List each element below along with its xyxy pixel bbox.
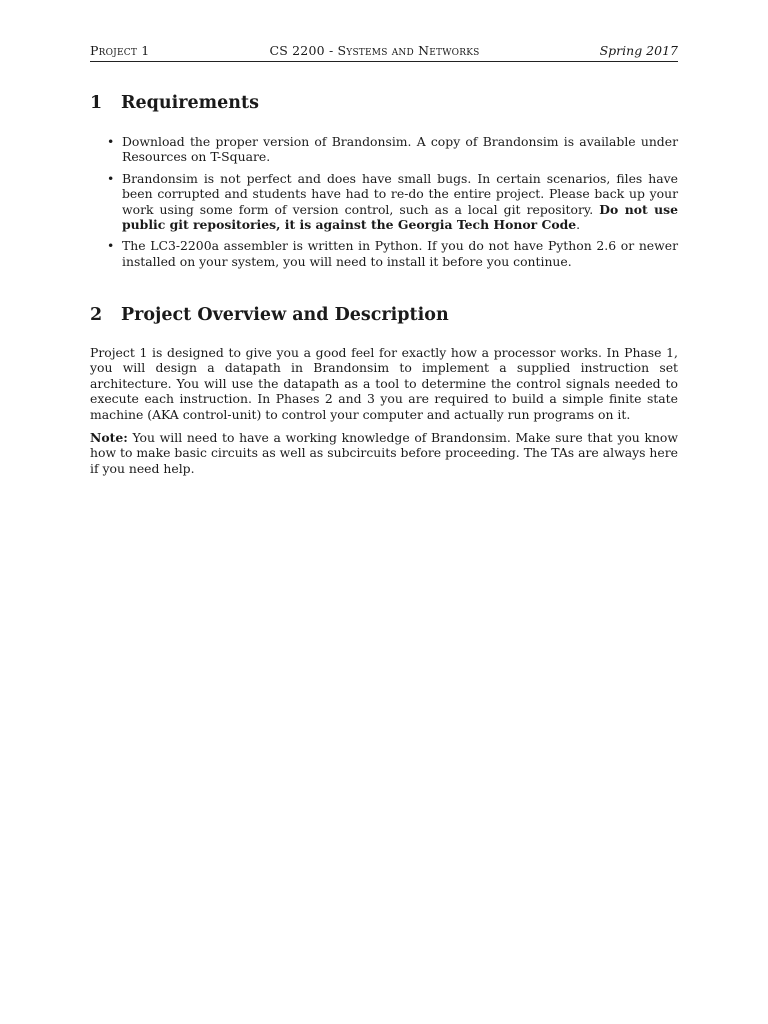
list-item-text: The LC3-2200a assembler is written in Python. If you do not have Python 2.6 or newer installed on your system, you will need to install it before you continue. [122, 238, 678, 269]
list-item [90, 171, 678, 233]
section-title: Project Overview and Description [121, 305, 449, 325]
section-heading-requirements [90, 93, 259, 113]
section-title: Requirements [121, 93, 259, 113]
header-center: CS 2200 - Systems and Networks [269, 43, 480, 58]
bullet-icon: • [107, 170, 115, 186]
bullet-icon: • [107, 238, 115, 254]
section-number: 2 [90, 305, 103, 325]
overview-paragraph: Project 1 is designed to give you a good feel for exactly how a processor works. In Phase 1, you will design a datapath in Brandonsim to implement a supplied instruction set architecture. You will use the datapath as a tool to determine the control signals needed to execute each instruction. In Phases 2 and 3 you are required to build a simple finite state machine (AKA control-unit) to control your computer and actually run programs on it. [90, 345, 678, 422]
requirements-list [90, 134, 678, 275]
section-number: 1 [90, 93, 103, 113]
header-right: Spring 2017 [599, 43, 678, 58]
bullet-icon: • [107, 134, 115, 149]
header-rule [90, 61, 678, 62]
list-item-bold-text: Do not use public git repositories, it is against the Georgia Tech Honor Code [122, 201, 678, 233]
note-label: Note: [90, 430, 128, 445]
note-paragraph [90, 430, 678, 476]
section-heading-overview [90, 305, 449, 325]
list-item [90, 238, 678, 269]
note-text: You will need to have a working knowledge of Brandonsim. Make sure that you know how to make basic circuits as well as subcircuits before proceeding. The TAs are always here if you need help. [90, 430, 678, 476]
header-left: Project 1 [90, 43, 150, 58]
list-item-tail: . [576, 217, 581, 233]
list-item-text: Download the proper version of Brandonsim. A copy of Brandonsim is available under Resources on T-Square. [122, 134, 678, 165]
list-item-text: Brandonsim is not perfect and does have small bugs. In certain scenarios, files have been corrupted and students have had to re-do the entire project. Please back up your work using some form of version control, such as a local git repository. [122, 170, 678, 217]
running-header [90, 43, 678, 61]
list-item [90, 134, 678, 165]
document-page [90, 0, 678, 1024]
